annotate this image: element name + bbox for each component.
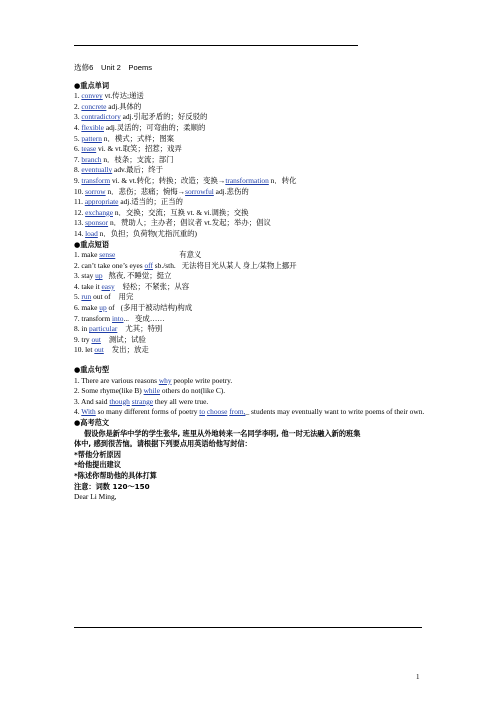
essay-point: *帮他分析原因: [74, 449, 121, 459]
list-item: [74, 176, 426, 187]
item-number: 1.: [74, 91, 82, 101]
page-number: 1: [416, 673, 420, 681]
vocab-list: [74, 91, 426, 239]
item-number: 11.: [74, 197, 85, 207]
definition: 熬夜, 不睡觉；挺立: [108, 271, 172, 281]
list-item: [74, 345, 426, 356]
letter-greeting: Dear Li Ming,: [74, 492, 117, 502]
item-number: 10.: [74, 186, 86, 196]
answer-word: out: [94, 345, 104, 355]
essay-heading: ●高考范文: [74, 418, 110, 427]
definition: adj.灵活的；可弯曲的；柔顺的: [103, 122, 206, 132]
answer-word: why: [158, 375, 172, 385]
definition: 测试；试验: [108, 334, 146, 344]
list-item: [74, 250, 426, 261]
list-item: [74, 144, 426, 155]
answer-word: load: [85, 228, 98, 238]
definition: n．负担；负荷物(尤指沉重的): [97, 228, 197, 238]
answer-word: up: [99, 303, 107, 313]
definition: 轻松；不紧张；从容: [122, 281, 190, 291]
definition: n．枝条；支流；部门: [101, 154, 174, 164]
list-item: [74, 271, 426, 282]
list-item: [74, 397, 426, 408]
answer-word: from,: [229, 407, 246, 417]
answer-word: tease: [81, 144, 97, 154]
list-item: [74, 123, 426, 134]
sentences-heading: ●重点句型: [74, 365, 110, 375]
answer-word: into: [111, 313, 124, 323]
list-item: [74, 303, 426, 314]
definition: n．悲伤；悲痛；惋悔→: [105, 186, 186, 196]
list-item: [74, 282, 426, 293]
essay-point: *给他提出建议: [74, 460, 121, 470]
definition: n．模式；式样；图案: [101, 133, 174, 143]
phrase-suffix: out of: [91, 292, 111, 302]
item-number: 14.: [74, 228, 86, 238]
essay-prompt-line: 体中, 感到很苦恼。请根据下列要点用英语给他写封信：: [74, 439, 252, 449]
answer-word: sponsor: [85, 218, 109, 228]
answer-word: particular: [89, 324, 118, 334]
answer-word: choose: [206, 407, 228, 417]
document-body: [74, 63, 426, 503]
definition: vi. & vt.取笑；招惹；戏弄: [96, 144, 182, 154]
sentence-text: 2. Some rhyme(like B): [74, 386, 144, 396]
list-item: [74, 407, 426, 418]
list-item: [74, 197, 426, 208]
phrase-prefix: 10. let: [74, 345, 95, 355]
sentence-text: so many different forms of poetry: [95, 407, 200, 417]
definition: 用完: [118, 292, 134, 302]
answer-word: transform: [81, 175, 111, 185]
list-item: [74, 102, 426, 113]
sentence-text: people write poetry.: [171, 375, 233, 385]
list-item: [74, 335, 426, 346]
answer-word-derived: transformation: [225, 175, 269, 185]
sentence-text: they all were true.: [153, 396, 209, 406]
answer-word: With: [81, 407, 96, 417]
list-item: [74, 292, 426, 303]
definition: 变成……: [135, 313, 165, 323]
answer-word: appropriate: [84, 197, 119, 207]
phrase-prefix: 6. make: [74, 303, 100, 313]
phrase-prefix: 2. can’t take one’s eyes: [74, 260, 145, 270]
phrase-suffix: ...: [123, 313, 130, 323]
answer-word: pattern: [81, 133, 102, 143]
answer-word: contradictory: [81, 112, 121, 122]
definition: adj.适当的；正当的: [118, 197, 183, 207]
definition: 无法将目光从某人 身上/某物上挪开: [181, 260, 297, 270]
phrase-list: [74, 250, 426, 356]
definition: vi. & vt.转化；转换；改造；变换→: [110, 175, 226, 185]
definition: 发出；放走: [111, 345, 149, 355]
definition: adj.引起矛盾的；好反驳的: [120, 112, 208, 122]
sentence-text: 4.: [74, 407, 82, 417]
answer-line: [74, 627, 422, 628]
page-title: 选修6 Unit 2 Poems: [74, 63, 153, 72]
list-item: [74, 134, 426, 145]
item-number: 9.: [74, 175, 82, 185]
definition: 有意义: [179, 250, 202, 260]
list-item: [74, 386, 426, 397]
phrase-prefix: 7. transform: [74, 313, 112, 323]
list-item: [74, 112, 426, 123]
definition: n．交换；交流；互换 vt. & vi.调换；交换: [113, 207, 249, 217]
answer-word: strange: [131, 396, 154, 406]
answer-word: up: [95, 271, 103, 281]
sentence-text: _ students may eventually want to write poems of their own.: [245, 407, 425, 417]
item-number: 5.: [74, 133, 82, 143]
essay-point: *陈述你帮助他的具体打算: [74, 470, 157, 480]
definition: (多用于被动结构)构成: [120, 303, 193, 313]
item-number: 4.: [74, 122, 82, 132]
answer-word: run: [81, 292, 92, 302]
definition-derived: n．转化: [268, 175, 297, 185]
sentence-text: others do not(like C).: [160, 386, 226, 396]
answer-word: eventually: [81, 165, 113, 175]
definition: adj.具体的: [106, 101, 142, 111]
definition: 尤其；特别: [125, 324, 163, 334]
phrase-prefix: 4. take it: [74, 281, 102, 291]
item-number: 8.: [74, 165, 82, 175]
answer-word: off: [144, 260, 153, 270]
header-rule: [74, 45, 358, 46]
item-number: 13.: [74, 218, 86, 228]
definition: vt.传达;递送: [102, 91, 144, 101]
phrase-prefix: 3. stay: [74, 271, 96, 281]
item-number: 12.: [74, 207, 86, 217]
answer-word: though: [109, 396, 130, 406]
phrases-heading: ●重点短语: [74, 239, 110, 249]
answer-word: to: [199, 407, 206, 417]
list-item: [74, 218, 426, 229]
essay-prompt-line: 假设你是新华中学的学生张华, 班里从外地转来一名同学李明, 他一时无法融入新的班集: [84, 428, 361, 438]
answer-word-derived: sorrowful: [185, 186, 214, 196]
phrase-prefix: 1. make: [74, 250, 100, 260]
answer-word: branch: [81, 154, 102, 164]
answer-word: concrete: [81, 101, 107, 111]
vocab-heading: ●重点单词: [74, 80, 110, 90]
item-number: 7.: [74, 154, 82, 164]
list-item: [74, 229, 426, 240]
phrase-suffix: of: [106, 303, 115, 313]
list-item: [74, 324, 426, 335]
sentence-text: 1. There are various reasons: [74, 375, 159, 385]
answer-word: flexible: [81, 122, 104, 132]
item-number: 6.: [74, 144, 82, 154]
list-item: [74, 91, 426, 102]
answer-word: convey: [81, 91, 103, 101]
definition-derived: adj.悲伤的: [213, 186, 249, 196]
phrase-prefix: 9. try: [74, 334, 92, 344]
essay-note: 注意：词数 120～150: [74, 481, 150, 491]
item-number: 2.: [74, 101, 82, 111]
sentence-text: 3. And said: [74, 396, 110, 406]
answer-word: while: [143, 386, 161, 396]
list-item: [74, 314, 426, 325]
list-item: [74, 261, 426, 272]
sentence-list: [74, 376, 426, 418]
answer-word: easy: [101, 281, 115, 291]
list-item: [74, 165, 426, 176]
phrase-prefix: 8. in: [74, 324, 89, 334]
definition: n．赞助人；主办者；倡议者 vt.发起；举办；倡议: [108, 218, 271, 228]
answer-word: sense: [99, 250, 116, 260]
list-item: [74, 208, 426, 219]
definition: adv.最后；终于: [112, 165, 164, 175]
phrase-suffix: sb./sth.: [152, 260, 176, 270]
list-item: [74, 376, 426, 387]
item-number: 3.: [74, 112, 82, 122]
answer-word: sorrow: [85, 186, 106, 196]
answer-word: out: [91, 334, 101, 344]
list-item: [74, 187, 426, 198]
list-item: [74, 155, 426, 166]
phrase-prefix: 5.: [74, 292, 82, 302]
answer-word: exchange: [85, 207, 113, 217]
